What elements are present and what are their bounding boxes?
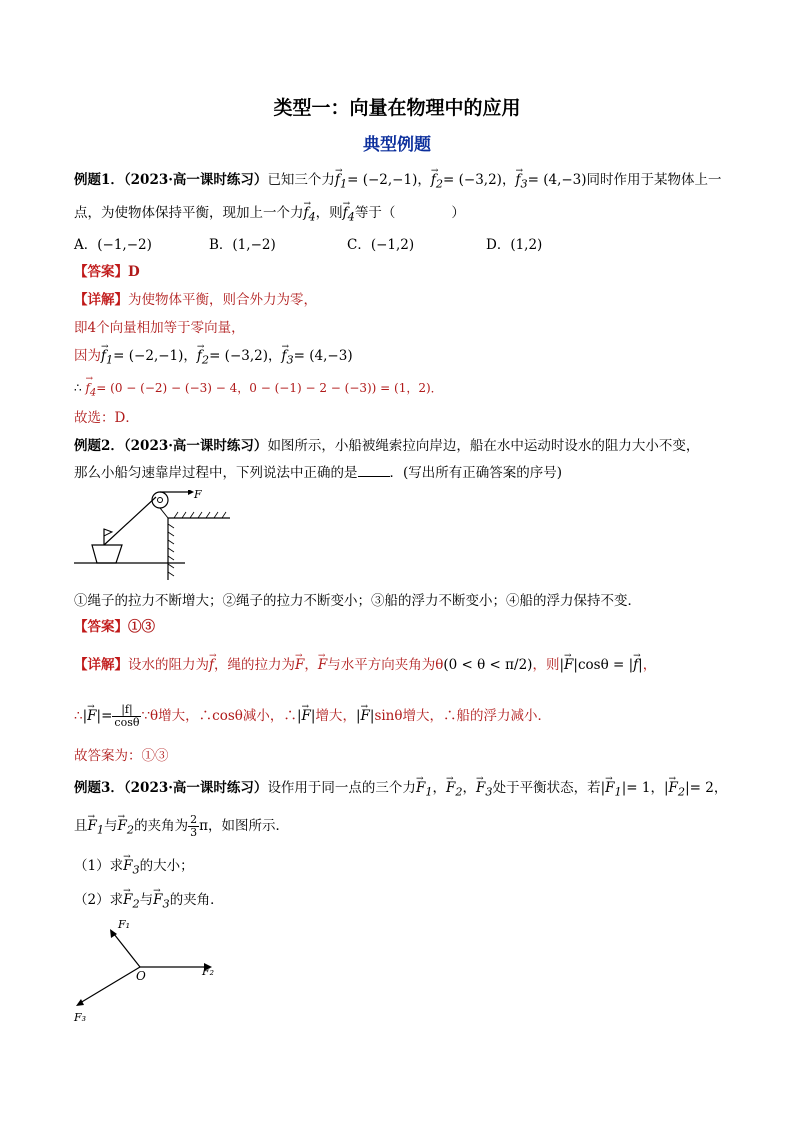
ex2-detail1: 【详解】设水的阻力为→ f，绳的拉力为→ F，→ F与水平方向夹角为θ(0 < θ < π/2)，则|→ F|cosθ = |→ f|， bbox=[74, 655, 656, 675]
vec-f4-d: → $f_4$ bbox=[85, 378, 96, 403]
vec-f3: → $f_3$ bbox=[515, 170, 527, 195]
q2-mid: 与 bbox=[139, 892, 154, 908]
ex3-eq2: = 2， bbox=[689, 780, 728, 796]
vec-F: → F bbox=[295, 655, 304, 675]
ex3-eq1: = 1， bbox=[626, 780, 664, 796]
ex1-text-d: ，则 bbox=[315, 205, 343, 221]
ex3-text-e: 的夹角为 bbox=[134, 818, 189, 834]
f2-label: F₂ bbox=[202, 965, 215, 978]
ex1-text-e: 等于（ bbox=[354, 205, 396, 221]
d2a: ∴ bbox=[74, 708, 83, 724]
ex1-label: 例题1． bbox=[74, 172, 124, 188]
ex3-label: 例题3． bbox=[74, 780, 124, 796]
ex3-source: （2023·高一课时练习） bbox=[123, 780, 268, 796]
fraction bbox=[112, 704, 141, 729]
vec-F2b: → $F_2$ bbox=[669, 778, 686, 803]
vec-F2a: → $F_2$ bbox=[446, 778, 463, 803]
vec-F3c: → $F_3$ bbox=[153, 890, 170, 915]
option-b: B．(1,−2) bbox=[209, 237, 276, 253]
ex1-text-b: 同时作用于某物体上一 bbox=[586, 172, 722, 188]
ex1-answer bbox=[74, 262, 140, 282]
ex3-text-b: 处于平衡状态，若 bbox=[492, 780, 601, 796]
angle-den: 3 bbox=[190, 826, 198, 839]
vec-f1-d: → $f_1$ bbox=[101, 346, 113, 371]
ex1-choose: 故选：D． bbox=[74, 410, 139, 426]
ex3-line1: 例题3．（2023·高一课时练习）设作用于同一点的三个力→ $F_1$，→ $F_2$，→ $F_3$处于平衡状态，若|→ $F_1|= 1$，|→ $F_2|= 2$， bbox=[74, 778, 727, 803]
detail3-f1: = (−2,−1) bbox=[113, 348, 184, 364]
vec-F2d: → $F_2$ bbox=[123, 890, 140, 915]
vec-F2c: → $F_2$ bbox=[118, 816, 135, 841]
vec-f3-d: → $f_3$ bbox=[282, 346, 294, 371]
ex1-f2: = (−3,2) bbox=[443, 172, 502, 188]
ex3-text-c: 且 bbox=[74, 818, 88, 834]
detail3-f3: = (4,−3) bbox=[293, 348, 353, 364]
answer-value: D bbox=[128, 264, 140, 280]
ex1-f1: = (−2,−1) bbox=[347, 172, 418, 188]
d2d: 增大 bbox=[315, 708, 343, 724]
vec-f2: → $f_2$ bbox=[431, 170, 443, 195]
force-diagram bbox=[68, 915, 228, 1030]
q2-pre: （2）求 bbox=[74, 892, 124, 908]
ex3-q1 bbox=[74, 856, 194, 881]
ex3-line2 bbox=[74, 814, 289, 841]
detail-text: 为使物体平衡，则合外力为零， bbox=[128, 292, 317, 308]
detail4: = (0 − (−2) − (−3) − 4，0 − (−1) − 2 − (−3)) = (1，2)． bbox=[96, 381, 443, 395]
vec-F2: → F bbox=[318, 655, 327, 675]
f1-label: F₁ bbox=[118, 918, 131, 931]
ex2-detail2: ∴|→ F|= $\frac{|f|}{\cos\theta}$ ∵θ增大，∴cosθ减小，∴|→ F|增大，|→ F|sinθ增大，∴船的浮力减小． bbox=[74, 704, 551, 729]
ex2-answer-tag: 【答案】 bbox=[74, 619, 128, 635]
f3-label: F₃ bbox=[74, 1011, 87, 1024]
vec-f-small: → f bbox=[209, 655, 214, 675]
ex1-line1: 例题1．（2023·高一课时练习）已知三个力→ $f_1= (-2,-1)$，→ $f_2= (-3,2)$，→ $f_3= (4,-3)$同时作用于某物体上一 bbox=[74, 170, 722, 195]
ex1-text-c: 点，为使物体保持平衡，现加上一个力 bbox=[74, 205, 304, 221]
d1e: cosθ = bbox=[577, 657, 625, 673]
d2b: = bbox=[101, 708, 113, 724]
q2-post: 的夹角． bbox=[169, 892, 224, 908]
q1-pre: （1）求 bbox=[74, 858, 124, 874]
boat-figure bbox=[70, 490, 240, 585]
ex3-text-a: 设作用于同一点的三个力 bbox=[267, 780, 416, 796]
frac-num: |f| bbox=[112, 704, 141, 717]
ex3-q2 bbox=[74, 890, 224, 915]
vec-F1: → $F_1$ bbox=[416, 778, 433, 803]
vec-f4: → $f_4$ bbox=[304, 203, 316, 228]
d2c: ∵θ增大，∴cosθ减小，∴ bbox=[141, 708, 297, 724]
option-c: C．(−1,2) bbox=[347, 237, 415, 253]
frac-den: cosθ bbox=[114, 716, 140, 729]
ex2-detail-tag: 【详解】 bbox=[74, 657, 128, 673]
angle-num: 2 bbox=[190, 813, 198, 826]
vec-F1c: → $F_1$ bbox=[88, 816, 105, 841]
ex1-text-a: 已知三个力 bbox=[267, 172, 335, 188]
option-d: D．(1,2) bbox=[486, 237, 543, 253]
ex2-answer-value: ①③ bbox=[128, 619, 155, 635]
force-f-label: F bbox=[194, 490, 202, 501]
angle-fraction bbox=[188, 814, 199, 839]
ex1-detail2: 即4个向量相加等于零向量， bbox=[74, 320, 245, 336]
ex2-line1 bbox=[74, 436, 699, 456]
vec-f1: → $f_1$ bbox=[335, 170, 347, 195]
d1range: (0 < θ < π/2) bbox=[443, 657, 533, 673]
ex3-angle-pi: π，如图所示． bbox=[199, 818, 289, 834]
ex1-f3: = (4,−3) bbox=[527, 172, 587, 188]
section-subtitle: 典型例题 bbox=[363, 135, 431, 155]
vec-F3a: → $F_3$ bbox=[476, 778, 493, 803]
page-title: 类型一：向量在物理中的应用 bbox=[273, 97, 521, 119]
ex2-statements: ①绳子的拉力不断增大；②绳子的拉力不断变小；③船的浮力不断变小；④船的浮力保持不变． bbox=[74, 593, 641, 609]
d1c: 与水平方向夹角为θ bbox=[327, 657, 444, 673]
ex2-source: （2023·高一课时练习） bbox=[123, 438, 268, 454]
origin-label: O bbox=[136, 969, 146, 983]
answer-blank[interactable] bbox=[358, 464, 390, 477]
ex2-label: 例题2． bbox=[74, 438, 124, 454]
detail3-f2: = (−3,2) bbox=[209, 348, 268, 364]
vec-f4b: → $f_4$ bbox=[343, 203, 355, 228]
ex2-text-b: 那么小船匀速靠岸过程中，下列说法中正确的是 bbox=[74, 465, 358, 481]
d1a: 设水的阻力为 bbox=[128, 657, 209, 673]
ex2-text-c: ．(写出所有正确答案的序号) bbox=[389, 465, 563, 481]
detail-tag: 【详解】 bbox=[74, 292, 128, 308]
ex1-detail3: 因为→ $f_1= (-2,-1)$，→ $f_2= (-3,2)$，→ $f_3= (4,-3)$ bbox=[74, 346, 353, 371]
detail3-pre: 因为 bbox=[74, 348, 101, 364]
ex1-detail4: ∴ → $f_4= (0 - (-2) - (-3) - 4$，0 − (−1) − 2 − (−3)) = (1，2)． bbox=[74, 378, 443, 403]
option-a: A．(−1,−2) bbox=[74, 237, 152, 253]
q1-post: 的大小； bbox=[139, 858, 194, 874]
ex1-detail1 bbox=[74, 290, 317, 310]
answer-tag: 【答案】 bbox=[74, 264, 128, 280]
ex3-text-d: 与 bbox=[104, 818, 118, 834]
vec-F1b: → $F_1$ bbox=[605, 778, 622, 803]
ex2-final: 故答案为：①③ bbox=[74, 748, 169, 764]
vec-f2-d: → $f_2$ bbox=[197, 346, 209, 371]
ex2-text-a: 如图所示，小船被绳索拉向岸边，船在水中运动时设水的阻力大小不变， bbox=[267, 438, 700, 454]
ex1-paren: ） bbox=[451, 205, 465, 221]
ex1-line2 bbox=[74, 203, 465, 228]
d1b: ，绳的拉力为 bbox=[214, 657, 295, 673]
d2e: sinθ增大，∴船的浮力减小． bbox=[374, 708, 552, 724]
ex2-answer bbox=[74, 617, 155, 637]
d1d: ，则 bbox=[532, 657, 560, 673]
vec-F3b: → $F_3$ bbox=[123, 856, 140, 881]
ex1-source: （2023·高一课时练习） bbox=[123, 172, 268, 188]
ex2-line2 bbox=[74, 463, 562, 483]
